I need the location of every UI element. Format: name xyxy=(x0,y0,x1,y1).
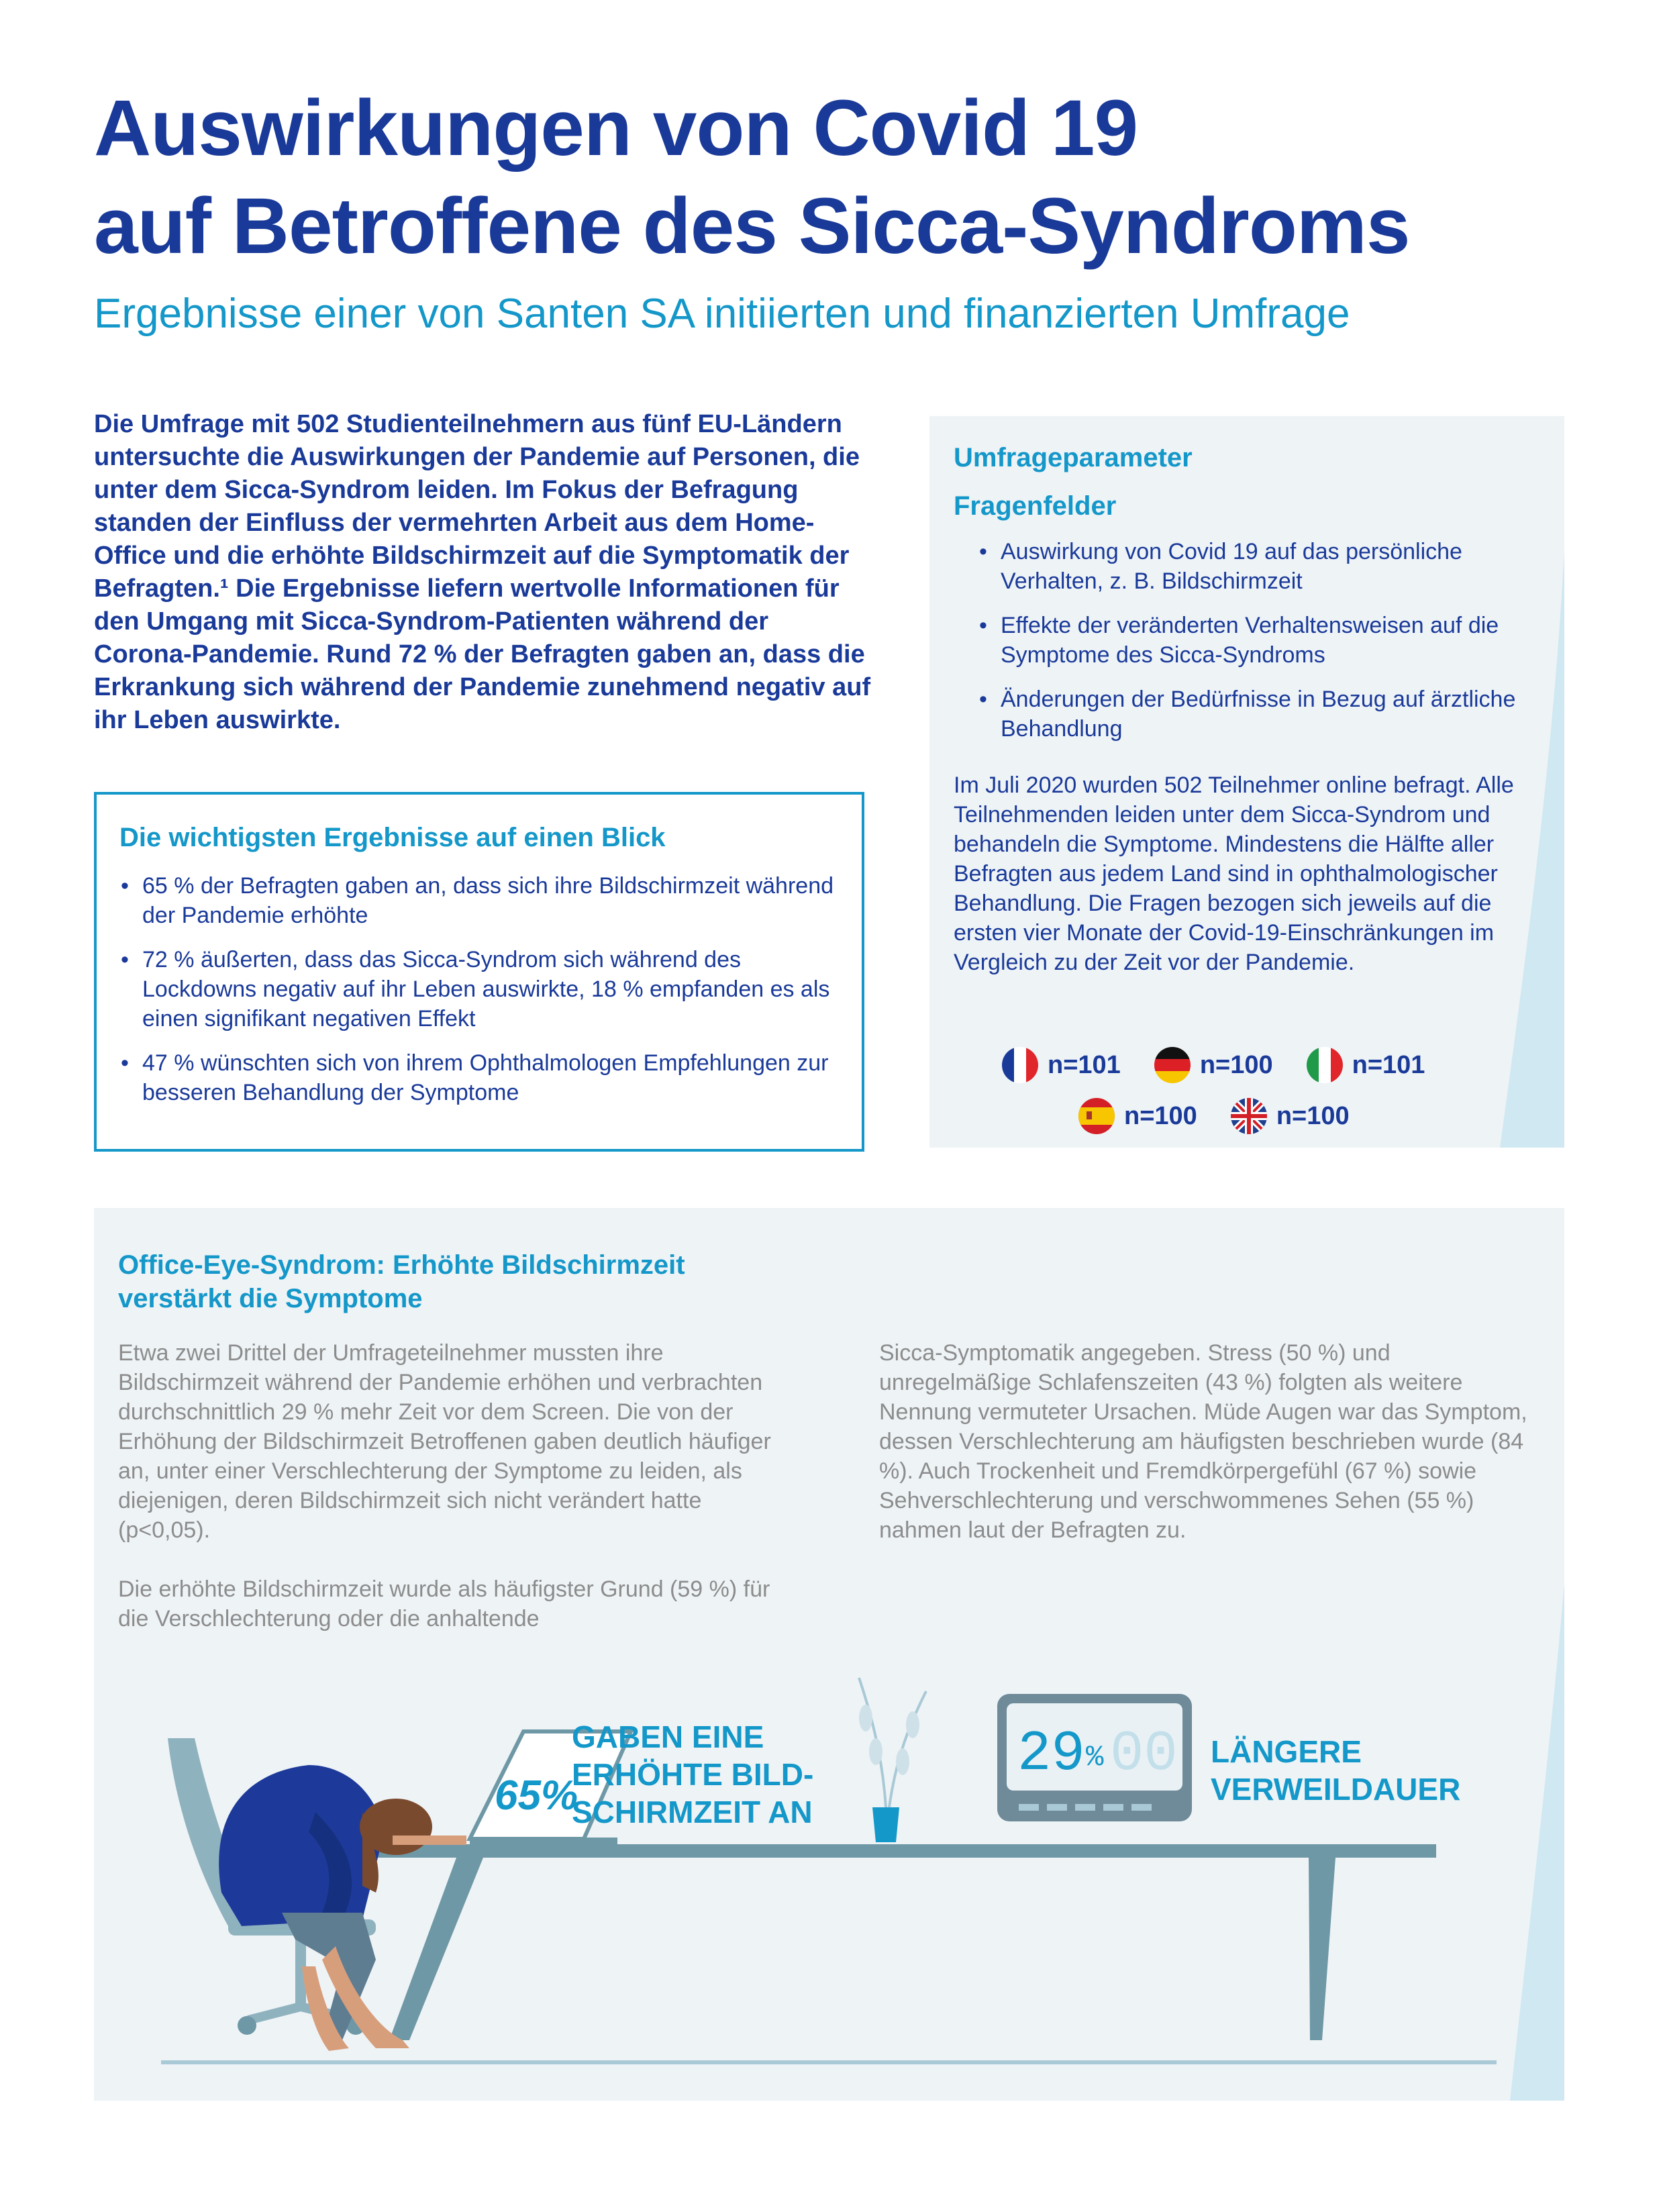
screen-time-stat-text xyxy=(572,1718,813,1831)
france-count: n=101 xyxy=(1048,1050,1121,1079)
italy-count: n=101 xyxy=(1352,1050,1425,1079)
clock-key xyxy=(1019,1804,1039,1811)
uk-flag-icon xyxy=(1231,1098,1267,1134)
list-item: • 72 % äußerten, dass das Sicca-Syndrom sich während des Lockdowns negativ auf ihr Leben auswirkte, 18 % empfanden es als einen signifikant negativen Effekt xyxy=(119,945,844,1034)
plant-pot xyxy=(872,1807,899,1842)
clock-key xyxy=(1047,1804,1067,1811)
uk-count: n=100 xyxy=(1276,1101,1350,1130)
clock-key xyxy=(1131,1804,1152,1811)
country-row-1 xyxy=(1002,1047,1458,1083)
dwell-time-stat-text xyxy=(1211,1733,1460,1808)
key-results-list xyxy=(119,871,844,1122)
key-results-heading: Die wichtigsten Ergebnisse auf einen Blick xyxy=(119,823,666,852)
clock-value: 29 xyxy=(1017,1723,1085,1787)
list-item: • 65 % der Befragten gaben an, dass sich ihre Bildschirmzeit während der Pandemie erhöhte xyxy=(119,871,844,930)
office-eye-heading-line-2: verstärkt die Symptome xyxy=(118,1284,423,1313)
laptop-base xyxy=(470,1838,617,1846)
paragraph: Etwa zwei Drittel der Umfrageteilnehmer mussten ihre Bildschirmzeit während der Pandemie erhöhen und verbrachten durchschnittlich 29 % mehr Zeit vor dem Screen. Die von der Erhöhung der Bildschirmzeit Betroffenen gaben deutlich häufiger an, unter einer Verschlechterung der Symptome zu leiden, als diejenigen, deren Bildschirmzeit sich nicht verändert hatte (p<0,05). xyxy=(118,1340,771,1543)
page-title xyxy=(94,79,1570,275)
stat-line: GABEN EINE xyxy=(572,1719,764,1754)
office-illustration xyxy=(94,1208,1564,2101)
stat-line: ERHÖHTE BILD- xyxy=(572,1757,814,1792)
clock-ghost-digits: 00 xyxy=(1110,1723,1178,1787)
survey-parameters-heading: Umfrageparameter xyxy=(954,443,1193,472)
germany-flag-icon xyxy=(1154,1047,1191,1083)
chair-wheel xyxy=(238,2016,256,2035)
desk-leg-right xyxy=(1309,1858,1335,2040)
germany-count: n=100 xyxy=(1199,1050,1273,1079)
spain-flag-icon xyxy=(1078,1098,1115,1134)
list-item: • 47 % wünschten sich von ihrem Ophthalmologen Empfehlungen zur besseren Behandlung der Symptome xyxy=(119,1048,844,1107)
floor-line xyxy=(161,2060,1497,2064)
stat-line: LÄNGERE xyxy=(1211,1734,1362,1769)
title-line-2: auf Betroffene des Sicca-Syndroms xyxy=(94,182,1410,270)
plant-leaf xyxy=(906,1711,919,1738)
stat-line: VERWEILDAUER xyxy=(1211,1772,1461,1807)
stat-line: SCHIRMZEIT AN xyxy=(572,1795,813,1829)
paragraph: Die erhöhte Bildschirmzeit wurde als häufigster Grund (59 %) für die Verschlechterung oder die anhaltende xyxy=(118,1576,770,1631)
page-subtitle: Ergebnisse einer von Santen SA initiierten und finanzierten Umfrage xyxy=(94,291,1350,337)
laptop-percent: 65% xyxy=(495,1772,578,1819)
country-row-2 xyxy=(1078,1098,1383,1134)
paragraph: Sicca-Symptomatik angegeben. Stress (50 %) und unregelmäßige Schlafenszeiten (43 %) folgten als weitere Nennung vermuteter Ursachen. Müde Augen war das Symptom, dessen Verschlechterung am häufigsten beschrieben wurde (84 %). Auch Trockenheit und Fremdkörpergefühl (67 %) sowie Sehverschlechterung und verschwommenes Sehen (55 %) nahmen laut der Befragten zu. xyxy=(879,1340,1527,1543)
plant-leaf xyxy=(896,1748,909,1775)
list-item: • Auswirkung von Covid 19 auf das persönliche Verhalten, z. B. Bildschirmzeit xyxy=(978,537,1542,596)
survey-parameters-box xyxy=(929,416,1564,1148)
clock-key xyxy=(1075,1804,1095,1811)
france-flag-icon xyxy=(1002,1047,1038,1083)
person-body xyxy=(219,1765,383,1926)
survey-method-paragraph: Im Juli 2020 wurden 502 Teilnehmer online befragt. Alle Teilnehmenden leiden unter dem Sicca-Syndrom und behandeln die Symptome. Mindestens die Hälfte aller Befragten aus jedem Land sind in ophthalmologischer Behandlung. Die Fragen bezogen sich jeweils auf die ersten vier Monate der Covid-19-Einschränkungen im Vergleich zu der Zeit vor der Pandemie. xyxy=(954,772,1514,975)
office-eye-section xyxy=(94,1208,1564,2101)
clock-unit: % xyxy=(1086,1741,1104,1774)
desk-leg-left xyxy=(389,1858,483,2040)
title-line-1: Auswirkungen von Covid 19 xyxy=(94,84,1138,172)
plant-leaf xyxy=(869,1738,882,1765)
list-item: • Effekte der veränderten Verhaltensweisen auf die Symptome des Sicca-Syndroms xyxy=(978,611,1542,670)
key-results-box xyxy=(94,792,864,1152)
question-fields-heading: Fragenfelder xyxy=(954,491,1117,521)
spain-count: n=100 xyxy=(1124,1101,1197,1130)
clock-key xyxy=(1103,1804,1123,1811)
desk-top xyxy=(349,1844,1436,1858)
intro-paragraph: Die Umfrage mit 502 Studienteilnehmern aus fünf EU-Ländern untersuchte die Auswirkungen der Pandemie auf Personen, die unter dem Sicca-Syndrom leiden. Im Fokus der Befragung standen der Einfluss der vermehrten Arbeit aus dem Home-Office und die erhöhte Bildschirmzeit auf die Symptomatik der Befragten.¹ Die Ergebnisse liefern wertvolle Informationen für den Umgang mit Sicca-Syndrom-Patienten während der Corona-Pandemie. Rund 72 % der Befragten gaben an, dass die Erkrankung sich während der Pandemie zunehmend negativ auf ihr Leben auswirkte. xyxy=(94,410,871,734)
plant-leaf xyxy=(859,1705,872,1731)
question-fields-list xyxy=(978,537,1542,758)
office-eye-heading-line-1: Office-Eye-Syndrom: Erhöhte Bildschirmzeit xyxy=(118,1250,685,1280)
list-item: • Änderungen der Bedürfnisse in Bezug auf ärztliche Behandlung xyxy=(978,685,1542,744)
person-forearm xyxy=(393,1836,466,1845)
italy-flag-icon xyxy=(1307,1047,1343,1083)
plant-stem xyxy=(889,1691,926,1807)
